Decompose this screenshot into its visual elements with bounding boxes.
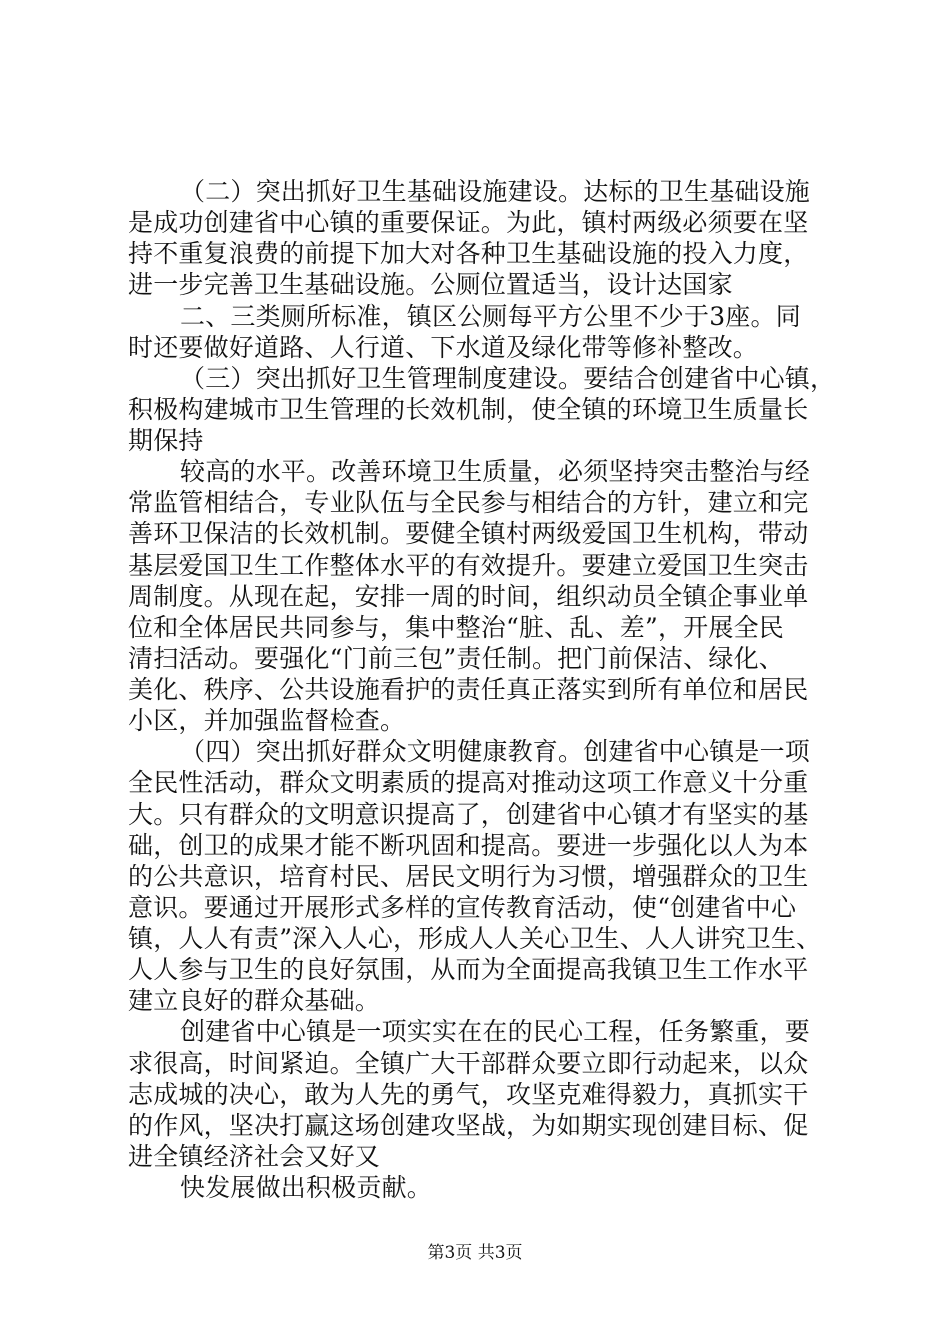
text-line: （四）突出抓好群众文明健康教育。创建省中心镇是一项 [180, 737, 811, 766]
text-line: 二、三类厕所标准，镇区公厕每平方公里不少于3座。同 [180, 302, 801, 331]
text-line: 是成功创建省中心镇的重要保证。为此，镇村两级必须要在坚 [128, 208, 809, 237]
text-line: 美化、秩序、公共设施看护的责任真正落实到所有单位和居民 [128, 675, 809, 704]
text-line: 础，创卫的成果才能不断巩固和提高。要进一步强化以人为本 [128, 831, 809, 860]
text-line: 清扫活动。要强化“门前三包”责任制。把门前保洁、绿化、 [128, 644, 784, 673]
text-line: 积极构建城市卫生管理的长效机制，使全镇的环境卫生质量长 [128, 395, 809, 424]
text-line: 的公共意识，培育村民、居民文明行为习惯，增强群众的卫生 [128, 862, 809, 891]
text-line: 小区，并加强监督检查。 [128, 706, 406, 735]
text-line: 建立良好的群众基础。 [128, 986, 381, 1015]
text-line: （三）突出抓好卫生管理制度建设。要结合创建省中心镇， [180, 364, 836, 393]
text-line: 创建省中心镇是一项实实在在的民心工程，任务繁重，要 [180, 1017, 811, 1046]
text-line: 镇，人人有责”深入人心，形成人人关心卫生、人人讲究卫生、 [128, 924, 822, 953]
text-line: 大。只有群众的文明意识提高了，创建省中心镇才有坚实的基 [128, 800, 809, 829]
text-line: （二）突出抓好卫生基础设施建设。达标的卫生基础设施 [180, 177, 811, 206]
text-line: 时还要做好道路、人行道、下水道及绿化带等修补整改。 [128, 333, 759, 362]
text-line: 快发展做出积极贡献。 [180, 1173, 433, 1202]
text-line: 进全镇经济社会又好又 [128, 1142, 381, 1171]
text-line: 周制度。从现在起，安排一周的时间，组织动员全镇企事业单 [128, 582, 809, 611]
text-line: 位和全体居民共同参与，集中整治“脏、乱、差”，开展全民 [128, 613, 784, 642]
text-line: 全民性活动，群众文明素质的提高对推动这项工作意义十分重 [128, 768, 809, 797]
page-footer: 第3页 共3页 [427, 1243, 523, 1263]
text-line: 人人参与卫生的良好氛围，从而为全面提高我镇卫生工作水平 [128, 955, 809, 984]
text-line: 进一步完善卫生基础设施。公厕位置适当，设计达国家 [128, 270, 733, 299]
text-line: 的作风，坚决打赢这场创建攻坚战，为如期实现创建目标、促 [128, 1111, 809, 1140]
text-line: 善环卫保洁的长效机制。要健全镇村两级爱国卫生机构，带动 [128, 519, 809, 548]
text-line: 志成城的决心，敢为人先的勇气，攻坚克难得毅力，真抓实干 [128, 1080, 809, 1109]
text-line: 基层爱国卫生工作整体水平的有效提升。要建立爱国卫生突击 [128, 551, 809, 580]
text-line: 持不重复浪费的前提下加大对各种卫生基础设施的投入力度， [128, 239, 809, 268]
text-line: 求很高，时间紧迫。全镇广大干部群众要立即行动起来，以众 [128, 1049, 809, 1078]
text-line: 期保持 [128, 426, 204, 455]
text-line: 常监管相结合，专业队伍与全民参与相结合的方针，建立和完 [128, 488, 809, 517]
text-line: 较高的水平。改善环境卫生质量，必须坚持突击整治与经 [180, 457, 811, 486]
text-line: 意识。要通过开展形式多样的宣传教育活动，使“创建省中心 [128, 893, 797, 922]
